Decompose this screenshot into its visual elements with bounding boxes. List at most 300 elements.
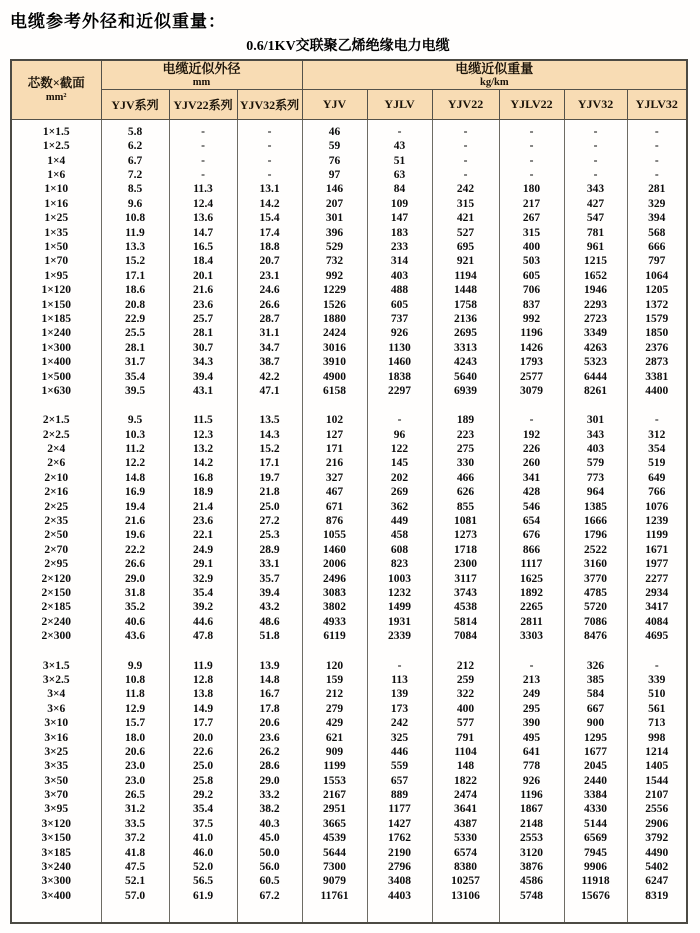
- value-cell: 2045: [564, 760, 627, 774]
- value-cell: 695: [432, 241, 499, 255]
- table-row: [11, 125, 687, 139]
- spec-cell: 1×2.5: [11, 140, 101, 154]
- value-cell: 11.5: [169, 414, 237, 428]
- table-row: [11, 183, 687, 197]
- value-cell: 1946: [564, 284, 627, 298]
- value-cell: 11.8: [101, 688, 169, 702]
- value-cell: 4490: [627, 846, 687, 860]
- spec-cell: 1×50: [11, 241, 101, 255]
- value-cell: 173: [367, 702, 432, 716]
- spec-cell: 3×185: [11, 846, 101, 860]
- spacer-cell: [432, 904, 499, 923]
- value-cell: 3349: [564, 327, 627, 341]
- value-cell: 964: [564, 486, 627, 500]
- value-cell: 2906: [627, 817, 687, 831]
- value-cell: 20.6: [101, 745, 169, 759]
- value-cell: 2496: [302, 572, 367, 586]
- value-cell: 19.4: [101, 500, 169, 514]
- value-cell: -: [237, 154, 302, 168]
- value-cell: 5748: [499, 889, 564, 903]
- value-cell: 3417: [627, 601, 687, 615]
- header-spec-column: [11, 60, 101, 119]
- value-cell: 2300: [432, 558, 499, 572]
- cable-spec-table: [10, 59, 688, 924]
- value-cell: 5144: [564, 817, 627, 831]
- value-cell: 608: [367, 543, 432, 557]
- value-cell: 22.6: [169, 745, 237, 759]
- value-cell: 427: [564, 197, 627, 211]
- value-cell: 1579: [627, 313, 687, 327]
- spec-cell: 3×16: [11, 731, 101, 745]
- table-row: [11, 760, 687, 774]
- table-row: [11, 298, 687, 312]
- value-cell: 23.1: [237, 269, 302, 283]
- value-cell: 43.1: [169, 384, 237, 398]
- value-cell: 737: [367, 313, 432, 327]
- value-cell: 48.6: [237, 615, 302, 629]
- value-cell: 269: [367, 486, 432, 500]
- spec-cell: 2×16: [11, 486, 101, 500]
- table-row: [11, 615, 687, 629]
- value-cell: 15676: [564, 889, 627, 903]
- value-cell: 403: [564, 443, 627, 457]
- table-row: [11, 370, 687, 384]
- value-cell: 9.9: [101, 659, 169, 673]
- value-cell: 16.7: [237, 688, 302, 702]
- spacer-cell: [101, 904, 169, 923]
- value-cell: 421: [432, 212, 499, 226]
- value-cell: 400: [432, 702, 499, 716]
- value-cell: -: [432, 125, 499, 139]
- value-cell: 21.6: [169, 284, 237, 298]
- value-cell: 9906: [564, 861, 627, 875]
- value-cell: 400: [499, 241, 564, 255]
- value-cell: 28.7: [237, 313, 302, 327]
- value-cell: 42.2: [237, 370, 302, 384]
- value-cell: 122: [367, 443, 432, 457]
- value-cell: 13.1: [237, 183, 302, 197]
- value-cell: 559: [367, 760, 432, 774]
- value-cell: 21.8: [237, 486, 302, 500]
- table-row: [11, 486, 687, 500]
- value-cell: 51: [367, 154, 432, 168]
- spec-cell: 2×240: [11, 615, 101, 629]
- value-cell: 20.6: [237, 717, 302, 731]
- value-cell: 8476: [564, 630, 627, 644]
- value-cell: 113: [367, 674, 432, 688]
- value-cell: -: [367, 414, 432, 428]
- header-subcols-row: [11, 89, 687, 119]
- value-cell: 44.6: [169, 615, 237, 629]
- value-cell: -: [499, 140, 564, 154]
- value-cell: -: [367, 125, 432, 139]
- value-cell: 13.3: [101, 241, 169, 255]
- value-cell: 1194: [432, 269, 499, 283]
- value-cell: -: [499, 125, 564, 139]
- table-subtitle: 0.6/1KV交联聚乙烯绝缘电力电缆: [246, 39, 450, 54]
- value-cell: 17.8: [237, 702, 302, 716]
- spacer-cell: [11, 904, 101, 923]
- value-cell: 584: [564, 688, 627, 702]
- value-cell: 31.7: [101, 356, 169, 370]
- spec-cell: 2×300: [11, 630, 101, 644]
- value-cell: 4263: [564, 341, 627, 355]
- value-cell: 37.2: [101, 832, 169, 846]
- value-cell: 31.2: [101, 803, 169, 817]
- header-subcol-YJV22: YJV22: [432, 89, 499, 119]
- spec-cell: 1×95: [11, 269, 101, 283]
- value-cell: 837: [499, 298, 564, 312]
- value-cell: 5323: [564, 356, 627, 370]
- value-cell: 823: [367, 558, 432, 572]
- value-cell: 207: [302, 197, 367, 211]
- header-subcol-YJV32系列: YJV32系列: [237, 89, 302, 119]
- table-row: [11, 169, 687, 183]
- value-cell: 63: [367, 169, 432, 183]
- value-cell: 926: [499, 774, 564, 788]
- value-cell: 5640: [432, 370, 499, 384]
- value-cell: 226: [499, 443, 564, 457]
- spec-cell: 3×35: [11, 760, 101, 774]
- value-cell: 732: [302, 255, 367, 269]
- spec-cell: 2×70: [11, 543, 101, 557]
- value-cell: 2723: [564, 313, 627, 327]
- value-cell: 14.3: [237, 428, 302, 442]
- value-cell: 778: [499, 760, 564, 774]
- value-cell: 13.8: [169, 688, 237, 702]
- value-cell: 4539: [302, 832, 367, 846]
- value-cell: 322: [432, 688, 499, 702]
- spec-cell: 1×16: [11, 197, 101, 211]
- spec-cell: 1×4: [11, 154, 101, 168]
- spacer-cell: [432, 399, 499, 414]
- value-cell: 510: [627, 688, 687, 702]
- value-cell: 7084: [432, 630, 499, 644]
- value-cell: 1385: [564, 500, 627, 514]
- spacer-cell: [101, 399, 169, 414]
- value-cell: 2190: [367, 846, 432, 860]
- value-cell: 4403: [367, 889, 432, 903]
- value-cell: -: [627, 125, 687, 139]
- spacer-cell: [367, 644, 432, 659]
- value-cell: 2107: [627, 789, 687, 803]
- header-subcol-YJV22系列: YJV22系列: [169, 89, 237, 119]
- value-cell: 7.2: [101, 169, 169, 183]
- value-cell: 19.6: [101, 529, 169, 543]
- value-cell: 295: [499, 702, 564, 716]
- table-row: [11, 630, 687, 644]
- value-cell: 2474: [432, 789, 499, 803]
- table-row: [11, 587, 687, 601]
- value-cell: 1196: [499, 789, 564, 803]
- value-cell: 1977: [627, 558, 687, 572]
- value-cell: 909: [302, 745, 367, 759]
- value-cell: 249: [499, 688, 564, 702]
- value-cell: -: [627, 140, 687, 154]
- value-cell: 11.2: [101, 443, 169, 457]
- value-cell: 6.7: [101, 154, 169, 168]
- value-cell: 3792: [627, 832, 687, 846]
- spec-cell: 1×300: [11, 341, 101, 355]
- value-cell: 654: [499, 515, 564, 529]
- spec-cell: 1×6: [11, 169, 101, 183]
- spec-cell: 1×1.5: [11, 125, 101, 139]
- value-cell: 1652: [564, 269, 627, 283]
- value-cell: 671: [302, 500, 367, 514]
- value-cell: 23.6: [169, 298, 237, 312]
- value-cell: 3802: [302, 601, 367, 615]
- value-cell: 41.0: [169, 832, 237, 846]
- value-cell: 1214: [627, 745, 687, 759]
- value-cell: 39.5: [101, 384, 169, 398]
- value-cell: 23.0: [101, 774, 169, 788]
- value-cell: 2265: [499, 601, 564, 615]
- value-cell: 1199: [302, 760, 367, 774]
- value-cell: 1295: [564, 731, 627, 745]
- spec-cell: 3×50: [11, 774, 101, 788]
- value-cell: 31.1: [237, 327, 302, 341]
- value-cell: 35.4: [169, 803, 237, 817]
- spacer-cell: [564, 904, 627, 923]
- table-row: [11, 140, 687, 154]
- table-row: [11, 601, 687, 615]
- value-cell: 56.0: [237, 861, 302, 875]
- value-cell: 34.7: [237, 341, 302, 355]
- value-cell: 1372: [627, 298, 687, 312]
- value-cell: 1677: [564, 745, 627, 759]
- value-cell: 97: [302, 169, 367, 183]
- value-cell: 15.2: [237, 443, 302, 457]
- value-cell: 213: [499, 674, 564, 688]
- table-row: [11, 515, 687, 529]
- value-cell: 242: [367, 717, 432, 731]
- value-cell: 1117: [499, 558, 564, 572]
- value-cell: 17.1: [237, 457, 302, 471]
- table-row: [11, 428, 687, 442]
- value-cell: 2293: [564, 298, 627, 312]
- spacer-cell: [169, 399, 237, 414]
- spacer-cell: [432, 644, 499, 659]
- value-cell: 32.9: [169, 572, 237, 586]
- value-cell: 1838: [367, 370, 432, 384]
- value-cell: 641: [499, 745, 564, 759]
- value-cell: 301: [302, 212, 367, 226]
- value-cell: 25.7: [169, 313, 237, 327]
- value-cell: 11918: [564, 875, 627, 889]
- value-cell: 1460: [302, 543, 367, 557]
- value-cell: 2167: [302, 789, 367, 803]
- spec-cell: 3×400: [11, 889, 101, 903]
- value-cell: 666: [627, 241, 687, 255]
- table-row: [11, 861, 687, 875]
- value-cell: 2522: [564, 543, 627, 557]
- value-cell: 3120: [499, 846, 564, 860]
- value-cell: 1666: [564, 515, 627, 529]
- value-cell: 27.2: [237, 515, 302, 529]
- table-row: [11, 241, 687, 255]
- value-cell: 10.8: [101, 212, 169, 226]
- value-cell: 28.1: [101, 341, 169, 355]
- spec-cell: 1×400: [11, 356, 101, 370]
- value-cell: 1880: [302, 313, 367, 327]
- table-row: [11, 500, 687, 514]
- value-cell: 146: [302, 183, 367, 197]
- value-cell: 1405: [627, 760, 687, 774]
- value-cell: 127: [302, 428, 367, 442]
- value-cell: 519: [627, 457, 687, 471]
- spec-cell: 3×6: [11, 702, 101, 716]
- value-cell: 2577: [499, 370, 564, 384]
- value-cell: 52.1: [101, 875, 169, 889]
- value-cell: 11.3: [169, 183, 237, 197]
- value-cell: 354: [627, 443, 687, 457]
- value-cell: 568: [627, 226, 687, 240]
- value-cell: 20.0: [169, 731, 237, 745]
- value-cell: 315: [432, 197, 499, 211]
- value-cell: 429: [302, 717, 367, 731]
- value-cell: 3743: [432, 587, 499, 601]
- value-cell: 3665: [302, 817, 367, 831]
- table-row: [11, 197, 687, 211]
- value-cell: 1273: [432, 529, 499, 543]
- value-cell: 773: [564, 471, 627, 485]
- value-cell: 147: [367, 212, 432, 226]
- value-cell: 5.8: [101, 125, 169, 139]
- value-cell: -: [627, 154, 687, 168]
- table-row: [11, 212, 687, 226]
- value-cell: 139: [367, 688, 432, 702]
- value-cell: 279: [302, 702, 367, 716]
- value-cell: 16.9: [101, 486, 169, 500]
- value-cell: 1426: [499, 341, 564, 355]
- value-cell: 626: [432, 486, 499, 500]
- value-cell: 527: [432, 226, 499, 240]
- value-cell: 8.5: [101, 183, 169, 197]
- table-row: [11, 558, 687, 572]
- value-cell: 4538: [432, 601, 499, 615]
- table-row: [11, 731, 687, 745]
- value-cell: 76: [302, 154, 367, 168]
- value-cell: 29.0: [237, 774, 302, 788]
- value-cell: 791: [432, 731, 499, 745]
- value-cell: 281: [627, 183, 687, 197]
- header-subcol-YJV系列: YJV系列: [101, 89, 169, 119]
- value-cell: 14.9: [169, 702, 237, 716]
- value-cell: 325: [367, 731, 432, 745]
- value-cell: -: [499, 169, 564, 183]
- value-cell: 35.2: [101, 601, 169, 615]
- value-cell: 35.4: [101, 370, 169, 384]
- spec-cell: 2×25: [11, 500, 101, 514]
- value-cell: 21.6: [101, 515, 169, 529]
- value-cell: 3641: [432, 803, 499, 817]
- value-cell: 11761: [302, 889, 367, 903]
- value-cell: 1718: [432, 543, 499, 557]
- spacer-row: [11, 904, 687, 923]
- value-cell: 23.0: [101, 760, 169, 774]
- spec-cell: 1×240: [11, 327, 101, 341]
- table-row: [11, 255, 687, 269]
- value-cell: 2006: [302, 558, 367, 572]
- spec-cell: 2×95: [11, 558, 101, 572]
- value-cell: 458: [367, 529, 432, 543]
- value-cell: 17.7: [169, 717, 237, 731]
- spacer-cell: [169, 644, 237, 659]
- value-cell: 1232: [367, 587, 432, 601]
- value-cell: 797: [627, 255, 687, 269]
- spacer-cell: [169, 904, 237, 923]
- value-cell: 326: [564, 659, 627, 673]
- value-cell: -: [432, 169, 499, 183]
- spec-cell: 3×300: [11, 875, 101, 889]
- value-cell: 26.6: [101, 558, 169, 572]
- value-cell: 43.2: [237, 601, 302, 615]
- value-cell: -: [169, 125, 237, 139]
- value-cell: 12.8: [169, 674, 237, 688]
- value-cell: 428: [499, 486, 564, 500]
- table-row: [11, 471, 687, 485]
- value-cell: 561: [627, 702, 687, 716]
- value-cell: 10.8: [101, 674, 169, 688]
- value-cell: 855: [432, 500, 499, 514]
- value-cell: 1177: [367, 803, 432, 817]
- spacer-cell: [237, 399, 302, 414]
- value-cell: 343: [564, 183, 627, 197]
- value-cell: 2440: [564, 774, 627, 788]
- value-cell: 14.8: [101, 471, 169, 485]
- value-cell: 11.9: [169, 659, 237, 673]
- value-cell: 8319: [627, 889, 687, 903]
- spacer-cell: [237, 904, 302, 923]
- value-cell: 961: [564, 241, 627, 255]
- value-cell: 992: [302, 269, 367, 283]
- value-cell: 217: [499, 197, 564, 211]
- spacer-cell: [627, 644, 687, 659]
- value-cell: 11.9: [101, 226, 169, 240]
- value-cell: 171: [302, 443, 367, 457]
- value-cell: 20.8: [101, 298, 169, 312]
- value-cell: 657: [367, 774, 432, 788]
- table-row: [11, 674, 687, 688]
- value-cell: 29.2: [169, 789, 237, 803]
- value-cell: 8380: [432, 861, 499, 875]
- spec-cell: 2×10: [11, 471, 101, 485]
- table-row: [11, 414, 687, 428]
- value-cell: 260: [499, 457, 564, 471]
- value-cell: 3910: [302, 356, 367, 370]
- value-cell: 17.1: [101, 269, 169, 283]
- value-cell: 503: [499, 255, 564, 269]
- value-cell: 1931: [367, 615, 432, 629]
- spacer-cell: [11, 644, 101, 659]
- value-cell: -: [432, 140, 499, 154]
- value-cell: 1448: [432, 284, 499, 298]
- value-cell: -: [564, 169, 627, 183]
- value-cell: -: [169, 154, 237, 168]
- value-cell: -: [627, 659, 687, 673]
- value-cell: 394: [627, 212, 687, 226]
- value-cell: 28.9: [237, 543, 302, 557]
- value-cell: 25.0: [237, 500, 302, 514]
- spacer-cell: [499, 904, 564, 923]
- table-row: [11, 702, 687, 716]
- value-cell: -: [627, 414, 687, 428]
- value-cell: 57.0: [101, 889, 169, 903]
- value-cell: 39.4: [169, 370, 237, 384]
- value-cell: 67.2: [237, 889, 302, 903]
- value-cell: 59: [302, 140, 367, 154]
- value-cell: 4785: [564, 587, 627, 601]
